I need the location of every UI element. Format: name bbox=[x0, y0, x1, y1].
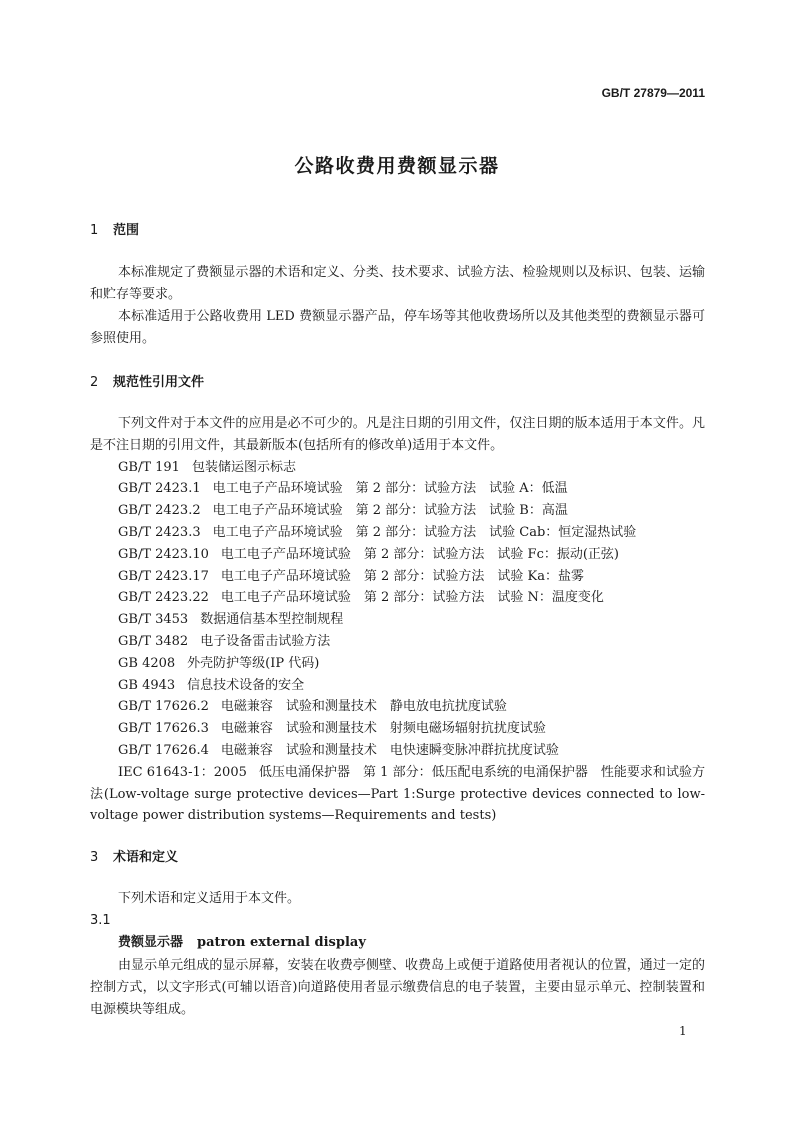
section-number: 2 bbox=[90, 375, 99, 390]
reference-title: 电工电子产品环境试验 第 2 部分：试验方法 试验 A：低温 bbox=[212, 481, 568, 497]
term-entry bbox=[90, 932, 705, 954]
section-number: 3 bbox=[90, 850, 99, 865]
term-name-en: patron external display bbox=[197, 935, 366, 951]
reference-item bbox=[90, 478, 705, 500]
reference-code: GB/T 2423.17 bbox=[118, 568, 209, 584]
term-name-zh: 费额显示器 bbox=[118, 935, 184, 951]
reference-title: 电磁兼容 试验和测量技术 电快速瞬变脉冲群抗扰度试验 bbox=[220, 742, 559, 758]
reference-title: 电工电子产品环境试验 第 2 部分：试验方法 试验 Fc：振动(正弦) bbox=[220, 546, 620, 562]
reference-title: 电磁兼容 试验和测量技术 静电放电抗扰度试验 bbox=[220, 699, 507, 715]
reference-title: 电工电子产品环境试验 第 2 部分：试验方法 试验 Cab：恒定湿热试验 bbox=[212, 524, 637, 540]
section-title: 术语和定义 bbox=[113, 850, 179, 865]
section-title: 规范性引用文件 bbox=[113, 375, 205, 390]
reference-code: GB/T 2423.3 bbox=[118, 524, 201, 540]
reference-title: 电磁兼容 试验和测量技术 射频电磁场辐射抗扰度试验 bbox=[220, 721, 546, 737]
reference-item bbox=[90, 522, 705, 544]
reference-code: GB/T 17626.3 bbox=[118, 721, 209, 737]
reference-code: GB/T 2423.1 bbox=[118, 481, 201, 497]
reference-code: GB 4208 bbox=[118, 655, 176, 671]
reference-code: GB/T 3482 bbox=[118, 633, 189, 649]
reference-title: 包装储运图示标志 bbox=[191, 459, 296, 475]
reference-item bbox=[90, 566, 705, 588]
reference-title: 外壳防护等级(IP 代码) bbox=[187, 655, 320, 671]
page-title: 公路收费用费额显示器 bbox=[294, 155, 500, 177]
reference-code: GB 4943 bbox=[118, 677, 176, 693]
reference-item bbox=[90, 740, 705, 762]
reference-item bbox=[90, 500, 705, 522]
reference-item bbox=[90, 587, 705, 609]
term-definition: 由显示单元组成的显示屏幕，安装在收费亭侧壁、收费岛上或便于道路使用者视认的位置，通过一定的控制方式，以文字形式(可辅以语音)向道路使用者显示缴费信息的电子装置，主要由显示单元、控制装置和电源模块等组成。 bbox=[90, 957, 705, 1018]
clause-number: 3.1 bbox=[90, 913, 111, 929]
reference-code: GB/T 2423.22 bbox=[118, 590, 209, 606]
reference-item bbox=[90, 457, 705, 479]
paragraph: 本标准适用于公路收费用 LED 费额显示器产品，停车场等其他收费场所以及其他类型的费额显示器可参照使用。 bbox=[90, 309, 705, 346]
reference-title: 电工电子产品环境试验 第 2 部分：试验方法 试验 B：高温 bbox=[212, 503, 568, 519]
paragraph: 本标准规定了费额显示器的术语和定义、分类、技术要求、试验方法、检验规则以及标识、包装、运输和贮存等要求。 bbox=[90, 265, 705, 302]
section-body-normative-references bbox=[90, 413, 705, 827]
section-heading-terms-definitions bbox=[90, 848, 178, 868]
reference-code: GB/T 2423.10 bbox=[118, 546, 209, 562]
reference-item bbox=[90, 609, 705, 631]
reference-code: GB/T 191 bbox=[118, 459, 180, 475]
paragraph: 下列文件对于本文件的应用是必不可少的。凡是注日期的引用文件，仅注日期的版本适用于本文件。凡是不注日期的引用文件，其最新版本(包括所有的修改单)适用于本文件。 bbox=[90, 416, 705, 453]
section-heading-normative-references bbox=[90, 373, 204, 393]
reference-title: 低压电涌保护器 第 1 部分：低压配电系统的电涌保护器 性能要求和试验方法(Low-voltage surge protective devices—Part 1:Surge protective devices connected to low-voltage power distribution systems—Requirements and tests) bbox=[90, 764, 705, 824]
reference-title: 电工电子产品环境试验 第 2 部分：试验方法 试验 N：温度变化 bbox=[220, 590, 604, 606]
reference-code: GB/T 3453 bbox=[118, 612, 189, 628]
section-body-scope bbox=[90, 262, 705, 350]
reference-item bbox=[90, 653, 705, 675]
reference-code: GB/T 17626.2 bbox=[118, 699, 209, 715]
reference-title: 电工电子产品环境试验 第 2 部分：试验方法 试验 Ka：盐雾 bbox=[220, 568, 585, 584]
reference-code: IEC 61643-1：2005 bbox=[118, 764, 247, 780]
reference-title: 数据通信基本型控制规程 bbox=[200, 612, 344, 628]
reference-code: GB/T 2423.2 bbox=[118, 503, 201, 519]
reference-item-iec bbox=[90, 762, 705, 827]
section-heading-scope bbox=[90, 221, 139, 241]
page-number: 1 bbox=[679, 1024, 687, 1038]
reference-item bbox=[90, 696, 705, 718]
section-title: 范围 bbox=[113, 223, 140, 238]
section-body-terms-definitions bbox=[90, 888, 705, 1021]
reference-item bbox=[90, 718, 705, 740]
reference-title: 信息技术设备的安全 bbox=[187, 677, 305, 693]
reference-title: 电子设备雷击试验方法 bbox=[200, 633, 331, 649]
paragraph: 下列术语和定义适用于本文件。 bbox=[118, 891, 301, 906]
standard-code: GB/T 27879—2011 bbox=[601, 86, 705, 100]
reference-item bbox=[90, 631, 705, 653]
reference-item bbox=[90, 544, 705, 566]
reference-code: GB/T 17626.4 bbox=[118, 742, 209, 758]
section-number: 1 bbox=[90, 223, 99, 238]
reference-item bbox=[90, 675, 705, 697]
